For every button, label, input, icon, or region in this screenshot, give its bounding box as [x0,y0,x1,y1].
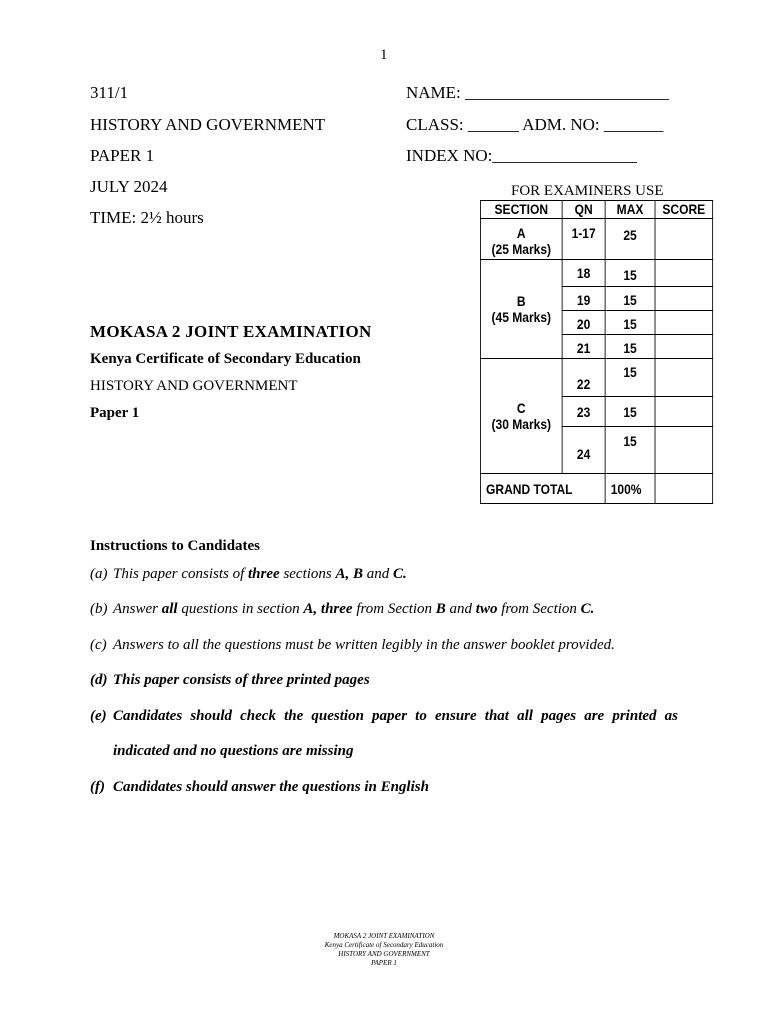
footer-line-1: MOKASA 2 JOINT EXAMINATION [333,932,435,940]
instruction-text: Candidates should answer the questions in English [113,779,429,795]
instruction-f [90,779,429,796]
qn-cell: 18 [562,260,605,287]
qn-cell: 21 [562,335,605,359]
instruction-d [90,672,370,689]
instruction-c [90,637,615,654]
instruction-label: (d) [90,672,108,688]
instruction-emphasis: three [248,566,280,582]
section-b-name: B [516,293,526,309]
header-max: MAX [605,201,655,219]
instruction-label: (b) [90,601,108,617]
instruction-text: Answer [113,601,162,617]
instruction-text: This paper consists of three printed pages [113,672,370,688]
instruction-text: and [445,601,476,617]
instruction-emphasis: A, B [335,566,364,582]
section-c-cell [480,359,562,474]
exam-paper: Paper 1 [90,405,140,421]
qn-cell: 20 [562,311,605,335]
max-cell: 15 [605,335,655,359]
section-c-marks: (30 Marks) [491,416,552,432]
score-cell[interactable] [655,260,713,287]
header-section: SECTION [480,201,562,219]
instruction-text: from Section [497,601,581,617]
instruction-emphasis: two [475,601,498,617]
instruction-emphasis: all [161,601,178,617]
instruction-e-continued: indicated and no questions are missing [113,743,354,759]
instruction-e [90,708,678,725]
instruction-label: (c) [90,637,107,653]
score-cell[interactable] [655,335,713,359]
instruction-text: questions in section [177,601,304,617]
exam-date: JULY 2024 [90,177,168,196]
paper-code: 311/1 [90,83,129,102]
max-cell: 15 [605,397,655,427]
footer-line-4: PAPER 1 [371,959,397,967]
section-c-name: C [516,400,526,416]
max-cell: 15 [605,311,655,335]
qn-cell: 23 [562,397,605,427]
section-b-marks: (45 Marks) [491,309,552,325]
header-qn: QN [562,201,605,219]
section-a-name: A [516,225,526,241]
section-a-row [480,219,712,260]
score-cell[interactable] [655,427,713,474]
instruction-label: (a) [90,566,108,582]
grand-total-max: 100% [605,474,655,504]
examiners-caption: FOR EXAMINERS USE [511,183,664,199]
score-cell[interactable] [655,287,713,311]
footer-line-2: Kenya Certificate of Secondary Education [324,941,444,949]
qn-cell: 1-17 [562,219,605,260]
max-cell: 15 [605,287,655,311]
examiners-score-table [480,200,713,504]
instruction-a [90,566,407,583]
instruction-text: Candidates should check the question paper to ensure that all pages are printed as [113,708,678,724]
score-cell[interactable] [655,359,713,397]
instruction-label: (f) [90,779,105,795]
instruction-text: This paper consists of [113,566,249,582]
instruction-emphasis: A, three [303,601,353,617]
grand-total-score[interactable] [655,474,713,504]
footer-line-3: HISTORY AND GOVERNMENT [338,950,430,958]
qn-cell: 24 [562,427,605,474]
instruction-emphasis: C. [393,566,407,582]
table-header-row [480,201,712,219]
table-row [480,359,712,397]
exam-title: MOKASA 2 JOINT EXAMINATION [90,322,372,341]
max-cell: 25 [605,219,655,260]
grand-total-row [480,474,712,504]
instruction-label: (e) [90,708,107,724]
section-b-cell [480,260,562,359]
kcse-title: Kenya Certificate of Secondary Education [90,351,361,367]
page-number: 1 [380,47,388,63]
score-cell[interactable] [655,397,713,427]
instruction-text: sections [279,566,336,582]
instruction-b [90,601,594,618]
instruction-emphasis: B [435,601,446,617]
class-adm-field: CLASS: ______ ADM. NO: _______ [406,115,664,134]
header-score: SCORE [655,201,713,219]
max-cell: 15 [605,427,655,474]
instruction-text: Answers to all the questions must be written legibly in the answer booklet provided. [113,637,615,653]
instruction-emphasis: C. [580,601,595,617]
score-cell[interactable] [655,311,713,335]
paper-number: PAPER 1 [90,146,155,165]
grand-total-label: GRAND TOTAL [480,474,605,504]
instruction-text: and [363,566,394,582]
instruction-text: from Section [352,601,436,617]
max-cell: 15 [605,260,655,287]
score-cell[interactable] [655,219,713,260]
section-a-marks: (25 Marks) [491,241,552,257]
name-field: NAME: ________________________ [406,83,670,102]
index-field: INDEX NO:_________________ [406,146,637,165]
table-row [480,260,712,287]
section-a-cell [480,219,562,260]
instructions-heading: Instructions to Candidates [90,538,261,554]
subject-name: HISTORY AND GOVERNMENT [90,115,326,134]
max-cell: 15 [605,359,655,397]
qn-cell: 19 [562,287,605,311]
qn-cell: 22 [562,359,605,397]
exam-subject: HISTORY AND GOVERNMENT [90,378,298,394]
exam-time: TIME: 2½ hours [90,208,204,227]
